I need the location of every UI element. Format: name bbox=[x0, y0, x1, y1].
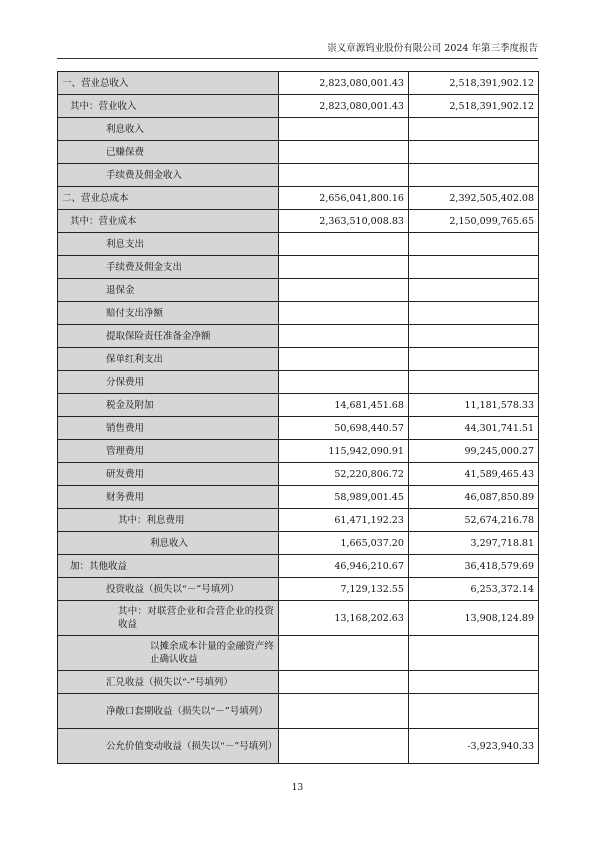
income-statement-body bbox=[58, 72, 539, 764]
row-label-cell bbox=[58, 394, 279, 417]
row-label-cell bbox=[58, 302, 279, 325]
current-period-value: 61,471,192.23 bbox=[278, 509, 408, 532]
table-row bbox=[58, 348, 539, 371]
row-label-cell bbox=[58, 210, 279, 233]
current-period-value: 2,823,080,001.43 bbox=[278, 72, 408, 95]
prior-period-value: 2,392,505,402.08 bbox=[408, 187, 538, 210]
row-label: 赔付支出净额 bbox=[106, 307, 164, 319]
report-title: 崇义章源钨业股份有限公司 2024 年第三季度报告 bbox=[327, 43, 538, 54]
row-label-cell bbox=[58, 532, 279, 555]
table-row bbox=[58, 72, 539, 95]
current-period-value bbox=[278, 233, 408, 256]
row-label-cell bbox=[58, 417, 279, 440]
current-period-value: 1,665,037.20 bbox=[278, 532, 408, 555]
row-label-cell bbox=[58, 256, 279, 279]
row-label-cell bbox=[58, 578, 279, 601]
row-label: 汇兑收益（损失以“-”号填列） bbox=[106, 676, 233, 688]
prior-period-value bbox=[408, 636, 538, 671]
prior-period-value bbox=[408, 279, 538, 302]
row-label: 以摊余成本计量的金融资产终止确认收益 bbox=[150, 641, 274, 665]
current-period-value bbox=[278, 164, 408, 187]
prior-period-value bbox=[408, 141, 538, 164]
current-period-value bbox=[278, 729, 408, 764]
table-row bbox=[58, 578, 539, 601]
row-label: 加：其他收益 bbox=[70, 560, 128, 572]
prior-period-value: 52,674,216.78 bbox=[408, 509, 538, 532]
row-label: 投资收益（损失以“－”号填列） bbox=[106, 583, 240, 595]
current-period-value: 46,946,210.67 bbox=[278, 555, 408, 578]
prior-period-value: 46,087,850.89 bbox=[408, 486, 538, 509]
row-label: 手续费及佣金收入 bbox=[106, 169, 183, 181]
report-header bbox=[57, 40, 538, 59]
prior-period-value: 41,589,465.43 bbox=[408, 463, 538, 486]
current-period-value bbox=[278, 636, 408, 671]
table-row bbox=[58, 671, 539, 694]
prior-period-value bbox=[408, 694, 538, 729]
prior-period-value: 3,297,718.81 bbox=[408, 532, 538, 555]
prior-period-value bbox=[408, 348, 538, 371]
page-number: 13 bbox=[291, 783, 304, 793]
row-label-cell bbox=[58, 325, 279, 348]
row-label-cell bbox=[58, 118, 279, 141]
table-row bbox=[58, 141, 539, 164]
row-label-cell bbox=[58, 348, 279, 371]
row-label: 管理费用 bbox=[106, 445, 145, 457]
current-period-value: 2,823,080,001.43 bbox=[278, 95, 408, 118]
table-row bbox=[58, 440, 539, 463]
current-period-value bbox=[278, 302, 408, 325]
row-label: 研发费用 bbox=[106, 468, 145, 480]
table-row bbox=[58, 636, 539, 671]
prior-period-value: 11,181,578.33 bbox=[408, 394, 538, 417]
prior-period-value: 2,150,099,765.65 bbox=[408, 210, 538, 233]
row-label: 财务费用 bbox=[106, 491, 145, 503]
row-label-cell bbox=[58, 694, 279, 729]
table-row bbox=[58, 694, 539, 729]
prior-period-value bbox=[408, 302, 538, 325]
row-label-cell bbox=[58, 279, 279, 302]
prior-period-value: 99,245,000.27 bbox=[408, 440, 538, 463]
row-label: 退保金 bbox=[106, 284, 135, 296]
row-label-cell bbox=[58, 509, 279, 532]
table-row bbox=[58, 279, 539, 302]
row-label: 手续费及佣金支出 bbox=[106, 261, 183, 273]
current-period-value: 58,989,001.45 bbox=[278, 486, 408, 509]
current-period-value bbox=[278, 694, 408, 729]
row-label-cell bbox=[58, 636, 279, 671]
prior-period-value: -3,923,940.33 bbox=[408, 729, 538, 764]
table-row bbox=[58, 256, 539, 279]
table-row bbox=[58, 463, 539, 486]
table-row bbox=[58, 210, 539, 233]
row-label-cell bbox=[58, 486, 279, 509]
row-label-cell bbox=[58, 164, 279, 187]
current-period-value bbox=[278, 279, 408, 302]
prior-period-value bbox=[408, 256, 538, 279]
row-label: 净敞口套期收益（损失以“－”号填列） bbox=[106, 705, 268, 717]
row-label-cell bbox=[58, 371, 279, 394]
row-label: 其中：对联营企业和合营企业的投资收益 bbox=[118, 606, 274, 630]
current-period-value bbox=[278, 141, 408, 164]
current-period-value: 7,129,132.55 bbox=[278, 578, 408, 601]
prior-period-value bbox=[408, 325, 538, 348]
prior-period-value: 2,518,391,902.12 bbox=[408, 95, 538, 118]
row-label: 分保费用 bbox=[106, 376, 145, 388]
row-label: 一、营业总收入 bbox=[62, 77, 129, 89]
table-row bbox=[58, 601, 539, 636]
row-label-cell bbox=[58, 729, 279, 764]
prior-period-value bbox=[408, 671, 538, 694]
row-label: 税金及附加 bbox=[106, 399, 154, 411]
row-label-cell bbox=[58, 95, 279, 118]
row-label-cell bbox=[58, 187, 279, 210]
row-label-cell bbox=[58, 233, 279, 256]
table-row bbox=[58, 486, 539, 509]
row-label: 销售费用 bbox=[106, 422, 145, 434]
row-label: 其中：利息费用 bbox=[118, 514, 185, 526]
current-period-value: 52,220,806.72 bbox=[278, 463, 408, 486]
row-label-cell bbox=[58, 601, 279, 636]
prior-period-value bbox=[408, 371, 538, 394]
table-row bbox=[58, 233, 539, 256]
table-row bbox=[58, 164, 539, 187]
table-row bbox=[58, 95, 539, 118]
row-label: 利息收入 bbox=[106, 123, 145, 135]
table-row bbox=[58, 371, 539, 394]
current-period-value: 2,363,510,008.83 bbox=[278, 210, 408, 233]
current-period-value: 50,698,440.57 bbox=[278, 417, 408, 440]
row-label: 二、营业总成本 bbox=[62, 192, 129, 204]
table-row bbox=[58, 118, 539, 141]
row-label: 公允价值变动收益（损失以“－”号填列） bbox=[106, 740, 278, 752]
current-period-value bbox=[278, 256, 408, 279]
table-row bbox=[58, 555, 539, 578]
row-label: 利息收入 bbox=[150, 537, 189, 549]
row-label: 保单红利支出 bbox=[106, 353, 164, 365]
row-label: 已赚保费 bbox=[106, 146, 145, 158]
income-statement-table bbox=[57, 71, 539, 764]
table-row bbox=[58, 394, 539, 417]
row-label: 利息支出 bbox=[106, 238, 145, 250]
prior-period-value: 44,301,741.51 bbox=[408, 417, 538, 440]
table-row bbox=[58, 532, 539, 555]
row-label-cell bbox=[58, 72, 279, 95]
current-period-value bbox=[278, 348, 408, 371]
current-period-value: 2,656,041,800.16 bbox=[278, 187, 408, 210]
prior-period-value: 6,253,372.14 bbox=[408, 578, 538, 601]
current-period-value: 14,681,451.68 bbox=[278, 394, 408, 417]
table-row bbox=[58, 302, 539, 325]
current-period-value bbox=[278, 671, 408, 694]
prior-period-value: 13,908,124.89 bbox=[408, 601, 538, 636]
row-label-cell bbox=[58, 463, 279, 486]
table-row bbox=[58, 729, 539, 764]
current-period-value bbox=[278, 371, 408, 394]
row-label: 其中：营业成本 bbox=[70, 215, 137, 227]
current-period-value bbox=[278, 325, 408, 348]
prior-period-value bbox=[408, 118, 538, 141]
prior-period-value bbox=[408, 164, 538, 187]
row-label-cell bbox=[58, 141, 279, 164]
current-period-value: 115,942,090.91 bbox=[278, 440, 408, 463]
row-label-cell bbox=[58, 555, 279, 578]
prior-period-value: 36,418,579.69 bbox=[408, 555, 538, 578]
prior-period-value: 2,518,391,902.12 bbox=[408, 72, 538, 95]
row-label-cell bbox=[58, 440, 279, 463]
table-row bbox=[58, 187, 539, 210]
current-period-value: 13,168,202.63 bbox=[278, 601, 408, 636]
table-row bbox=[58, 509, 539, 532]
table-row bbox=[58, 325, 539, 348]
row-label: 其中：营业收入 bbox=[70, 100, 137, 112]
row-label-cell bbox=[58, 671, 279, 694]
table-row bbox=[58, 417, 539, 440]
row-label: 提取保险责任准备金净额 bbox=[106, 330, 211, 342]
prior-period-value bbox=[408, 233, 538, 256]
current-period-value bbox=[278, 118, 408, 141]
